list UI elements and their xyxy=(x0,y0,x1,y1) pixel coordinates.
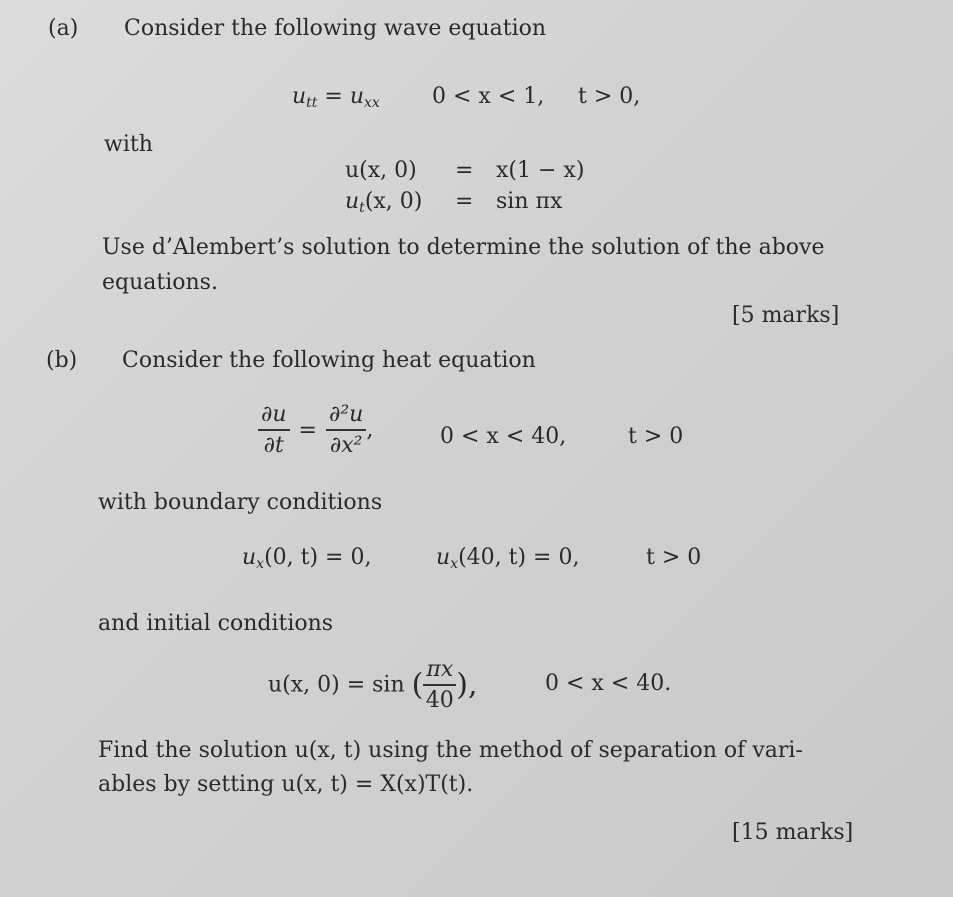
find-line-2: ables by setting u(x, t) = X(x)T(t). xyxy=(98,772,474,797)
wave-domain-t: t > 0, xyxy=(578,84,641,109)
condition-2-rhs: sin πx xyxy=(496,189,563,214)
condition-2-lhs xyxy=(345,189,422,216)
bc1-rest: (0, t) = 0, xyxy=(264,545,372,570)
initial-label: and initial conditions xyxy=(98,611,334,636)
part-a-label: (a) xyxy=(48,16,79,41)
initial-condition xyxy=(268,657,477,713)
boundary-condition-2 xyxy=(436,545,579,572)
with-label: with xyxy=(104,132,153,157)
part-b-intro: Consider the following heat equation xyxy=(122,348,536,373)
instruction-line-1: Use d’Alembert’s solution to determine the solution of the above xyxy=(102,235,825,260)
boundary-t: t > 0 xyxy=(646,545,702,570)
du-dt-denominator: ∂t xyxy=(263,433,284,458)
wave-rhs-base: u xyxy=(349,84,365,109)
bc1-sub: x xyxy=(256,556,265,572)
boundary-condition-1 xyxy=(242,545,371,572)
heat-domain-x: 0 < x < 40, xyxy=(440,424,567,449)
bc2-sub: x xyxy=(450,556,459,572)
boundary-label: with boundary conditions xyxy=(98,490,383,515)
heat-comma: , xyxy=(366,417,374,443)
du-dt-numerator: ∂u xyxy=(258,402,290,431)
bc1-base: u xyxy=(242,545,257,570)
bc2-rest: (40, t) = 0, xyxy=(458,545,580,570)
heat-equation xyxy=(258,402,373,458)
d2u-dx2-fraction xyxy=(326,402,366,458)
pi-x-numerator: πx xyxy=(423,657,456,686)
condition-2-lhs-sub: t xyxy=(359,200,365,216)
condition-2-lhs-rest: (x, 0) xyxy=(364,189,423,214)
wave-domain-x: 0 < x < 1, xyxy=(432,84,545,109)
du-dt-fraction xyxy=(258,402,290,458)
bc2-base: u xyxy=(436,545,451,570)
heat-domain-t: t > 0 xyxy=(628,424,684,449)
initial-domain: 0 < x < 40. xyxy=(545,671,672,696)
find-line-1: Find the solution u(x, t) using the method of separation of vari- xyxy=(98,738,803,763)
wave-equals: = xyxy=(317,84,350,109)
part-b-label: (b) xyxy=(46,348,78,373)
condition-2-lhs-base: u xyxy=(345,189,360,214)
condition-1-lhs: u(x, 0) xyxy=(345,158,417,183)
part-a-intro: Consider the following wave equation xyxy=(124,16,547,41)
pi-x-over-40-fraction xyxy=(423,657,456,713)
d2u-numerator: ∂²u xyxy=(326,402,366,431)
wave-rhs-sub: xx xyxy=(364,95,380,111)
initial-open-paren: ( xyxy=(411,667,424,703)
initial-lhs: u(x, 0) = sin xyxy=(268,672,405,698)
wave-lhs-sub: tt xyxy=(306,95,318,111)
condition-1-eq: = xyxy=(455,158,474,183)
heat-equals: = xyxy=(298,417,317,443)
instruction-line-2: equations. xyxy=(102,270,218,295)
forty-denominator: 40 xyxy=(425,688,454,713)
wave-lhs-base: u xyxy=(292,84,307,109)
wave-equation xyxy=(292,84,380,111)
dx2-denominator: ∂x² xyxy=(329,433,363,458)
initial-close-paren: ), xyxy=(456,667,478,703)
condition-1-rhs: x(1 − x) xyxy=(496,158,585,183)
condition-2-eq: = xyxy=(455,189,474,214)
part-a-marks: [5 marks] xyxy=(732,303,840,328)
part-b-marks: [15 marks] xyxy=(732,820,854,845)
